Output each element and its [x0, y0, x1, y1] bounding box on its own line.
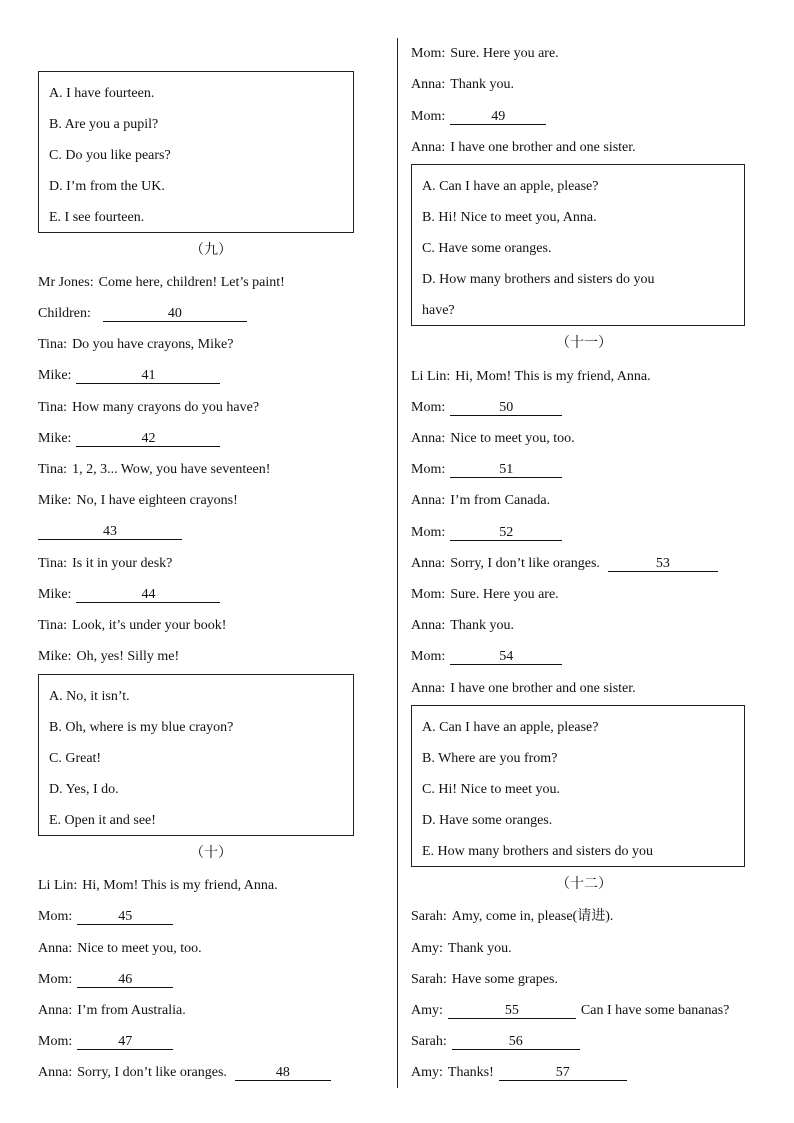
answer-blank-43[interactable]: 43 [38, 524, 182, 540]
dialogue-text: Amy, come in, please(请进). [451, 909, 614, 924]
speaker-label: Mom: [38, 1034, 73, 1049]
dialogue-line [411, 77, 514, 93]
options-box-10 [411, 164, 745, 326]
answer-blank-55[interactable]: 55 [448, 1003, 576, 1019]
speaker-label: Anna: [411, 681, 446, 696]
answer-blank-48[interactable]: 48 [235, 1065, 331, 1081]
dialogue-line [38, 275, 285, 291]
option-a: A. Can I have an apple, please? [422, 720, 599, 735]
dialogue-text: Oh, yes! Silly me! [76, 649, 180, 664]
dialogue-text: Sorry, I don’t like oranges. [450, 556, 600, 571]
dialogue-line [411, 1034, 580, 1050]
dialogue-line [38, 878, 278, 894]
section-heading-9: （九） [190, 243, 232, 258]
option-c: C. Have some oranges. [422, 241, 552, 256]
speaker-label: Anna: [38, 1003, 73, 1018]
speaker-label: Li Lin: [411, 369, 451, 384]
option-e: E. I see fourteen. [49, 210, 145, 225]
dialogue-line [411, 681, 636, 697]
dialogue-text: How many crayons do you have? [72, 400, 260, 415]
dialogue-line [38, 493, 238, 509]
column-divider [397, 38, 398, 1088]
dialogue-line [38, 649, 179, 665]
speaker-label: Tina: [38, 618, 68, 633]
option-d: D. Have some oranges. [422, 813, 553, 828]
dialogue-line [411, 46, 559, 62]
dialogue-line [411, 369, 651, 385]
dialogue-text: No, I have eighteen crayons! [76, 493, 238, 508]
answer-blank-45[interactable]: 45 [77, 909, 173, 925]
speaker-label: Anna: [411, 140, 446, 155]
dialogue-line [411, 525, 562, 541]
speaker-label: Amy: [411, 1003, 443, 1018]
dialogue-line [38, 587, 220, 603]
answer-blank-52[interactable]: 52 [450, 525, 562, 541]
dialogue-line [38, 462, 270, 478]
dialogue-line [411, 1003, 729, 1019]
dialogue-line [38, 431, 220, 447]
dialogue-text: Thanks! [447, 1065, 494, 1080]
dialogue-line [411, 941, 512, 957]
option-b: B. Are you a pupil? [49, 117, 159, 132]
speaker-label: Anna: [38, 941, 73, 956]
dialogue-line [38, 368, 220, 384]
dialogue-text: Thank you. [450, 77, 514, 92]
dialogue-text: I have one brother and one sister. [450, 681, 636, 696]
dialogue-text: Sure. Here you are. [450, 46, 559, 61]
options-box-9 [38, 674, 354, 836]
options-box-11 [411, 705, 745, 867]
speaker-label: Mike: [38, 431, 72, 446]
speaker-label: Mom: [411, 462, 446, 477]
dialogue-line [411, 972, 558, 988]
dialogue-line [411, 618, 514, 634]
option-a: A. I have fourteen. [49, 86, 155, 101]
dialogue-line [38, 524, 182, 540]
dialogue-line [411, 556, 718, 572]
speaker-label: Amy: [411, 941, 443, 956]
dialogue-text: Sorry, I don’t like oranges. [77, 1065, 227, 1080]
speaker-label: Amy: [411, 1065, 443, 1080]
option-d: D. I’m from the UK. [49, 179, 165, 194]
answer-blank-49[interactable]: 49 [450, 109, 546, 125]
dialogue-line [411, 109, 546, 125]
dialogue-line [38, 556, 172, 572]
answer-blank-41[interactable]: 41 [76, 368, 220, 384]
speaker-label: Tina: [38, 462, 68, 477]
speaker-label: Mom: [38, 972, 73, 987]
dialogue-text: Nice to meet you, too. [450, 431, 575, 446]
options-box-prev [38, 71, 354, 233]
speaker-label: Mr Jones: [38, 275, 94, 290]
dialogue-line [38, 909, 173, 925]
option-a: A. Can I have an apple, please? [422, 179, 599, 194]
speaker-label: Mike: [38, 649, 72, 664]
dialogue-line [411, 587, 559, 603]
speaker-label: Anna: [411, 618, 446, 633]
speaker-label: Mom: [411, 46, 446, 61]
answer-blank-51[interactable]: 51 [450, 462, 562, 478]
option-b: B. Where are you from? [422, 751, 558, 766]
dialogue-line [411, 140, 636, 156]
answer-blank-44[interactable]: 44 [76, 587, 220, 603]
speaker-label: Tina: [38, 337, 68, 352]
option-c: C. Great! [49, 751, 102, 766]
dialogue-line [38, 941, 202, 957]
option-b: B. Oh, where is my blue crayon? [49, 720, 234, 735]
speaker-label: Mom: [38, 909, 73, 924]
speaker-label: Sarah: [411, 909, 447, 924]
speaker-label: Tina: [38, 400, 68, 415]
dialogue-text: Come here, children! Let’s paint! [98, 275, 285, 290]
answer-blank-46[interactable]: 46 [77, 972, 173, 988]
answer-blank-50[interactable]: 50 [450, 400, 562, 416]
option-e: E. How many brothers and sisters do you [422, 844, 653, 859]
speaker-label: Mom: [411, 400, 446, 415]
dialogue-text: 1, 2, 3... Wow, you have seventeen! [72, 462, 271, 477]
dialogue-line [411, 462, 562, 478]
section-heading-11: （十一） [556, 336, 612, 351]
dialogue-line [38, 400, 259, 416]
speaker-label: Mom: [411, 649, 446, 664]
option-e: E. Open it and see! [49, 813, 156, 828]
section-heading-10: （十） [190, 846, 232, 861]
dialogue-text: Is it in your desk? [72, 556, 173, 571]
dialogue-line [411, 909, 613, 925]
answer-blank-53[interactable]: 53 [608, 556, 718, 572]
speaker-label: Anna: [411, 431, 446, 446]
dialogue-text: Hi, Mom! This is my friend, Anna. [82, 878, 278, 893]
dialogue-line [411, 649, 562, 665]
speaker-label: Anna: [411, 556, 446, 571]
option-c: C. Do you like pears? [49, 148, 171, 163]
answer-blank-40[interactable]: 40 [103, 306, 247, 322]
speaker-label: Mom: [411, 587, 446, 602]
dialogue-text: Hi, Mom! This is my friend, Anna. [455, 369, 651, 384]
dialogue-text: Nice to meet you, too. [77, 941, 202, 956]
dialogue-text: Thank you. [447, 941, 512, 956]
dialogue-line [38, 1034, 173, 1050]
option-c: C. Hi! Nice to meet you. [422, 782, 561, 797]
answer-blank-56[interactable]: 56 [452, 1034, 580, 1050]
option-b: B. Hi! Nice to meet you, Anna. [422, 210, 597, 225]
dialogue-line [38, 972, 173, 988]
option-d-cont: have? [422, 303, 455, 318]
dialogue-text: Can I have some bananas? [580, 1003, 730, 1018]
speaker-label: Anna: [38, 1065, 73, 1080]
dialogue-text: Sure. Here you are. [450, 587, 559, 602]
dialogue-line [38, 618, 226, 634]
answer-blank-54[interactable]: 54 [450, 649, 562, 665]
speaker-label: Anna: [411, 77, 446, 92]
speaker-label: Children: [38, 306, 91, 321]
dialogue-text: I’m from Canada. [450, 493, 551, 508]
speaker-label: Mom: [411, 525, 446, 540]
option-a: A. No, it isn’t. [49, 689, 130, 704]
dialogue-line [411, 431, 575, 447]
dialogue-line [411, 400, 562, 416]
dialogue-text: I have one brother and one sister. [450, 140, 636, 155]
speaker-label: Anna: [411, 493, 446, 508]
dialogue-text: Thank you. [450, 618, 514, 633]
dialogue-line [38, 1003, 186, 1019]
dialogue-text: Do you have crayons, Mike? [72, 337, 234, 352]
dialogue-text: Look, it’s under your book! [72, 618, 227, 633]
dialogue-text: Have some grapes. [451, 972, 558, 987]
answer-blank-42[interactable]: 42 [76, 431, 220, 447]
answer-blank-47[interactable]: 47 [77, 1034, 173, 1050]
speaker-label: Mike: [38, 368, 72, 383]
speaker-label: Mike: [38, 493, 72, 508]
speaker-label: Mike: [38, 587, 72, 602]
dialogue-text: I’m from Australia. [77, 1003, 186, 1018]
dialogue-line [38, 306, 247, 322]
speaker-label: Sarah: [411, 1034, 447, 1049]
option-d: D. How many brothers and sisters do you [422, 272, 655, 287]
dialogue-line [411, 1065, 627, 1081]
answer-blank-57[interactable]: 57 [499, 1065, 627, 1081]
dialogue-line [38, 1065, 331, 1081]
dialogue-line [411, 493, 550, 509]
speaker-label: Tina: [38, 556, 68, 571]
dialogue-line [38, 337, 233, 353]
speaker-label: Mom: [411, 109, 446, 124]
option-d: D. Yes, I do. [49, 782, 119, 797]
speaker-label: Sarah: [411, 972, 447, 987]
speaker-label: Li Lin: [38, 878, 78, 893]
section-heading-12: （十二） [556, 877, 612, 892]
